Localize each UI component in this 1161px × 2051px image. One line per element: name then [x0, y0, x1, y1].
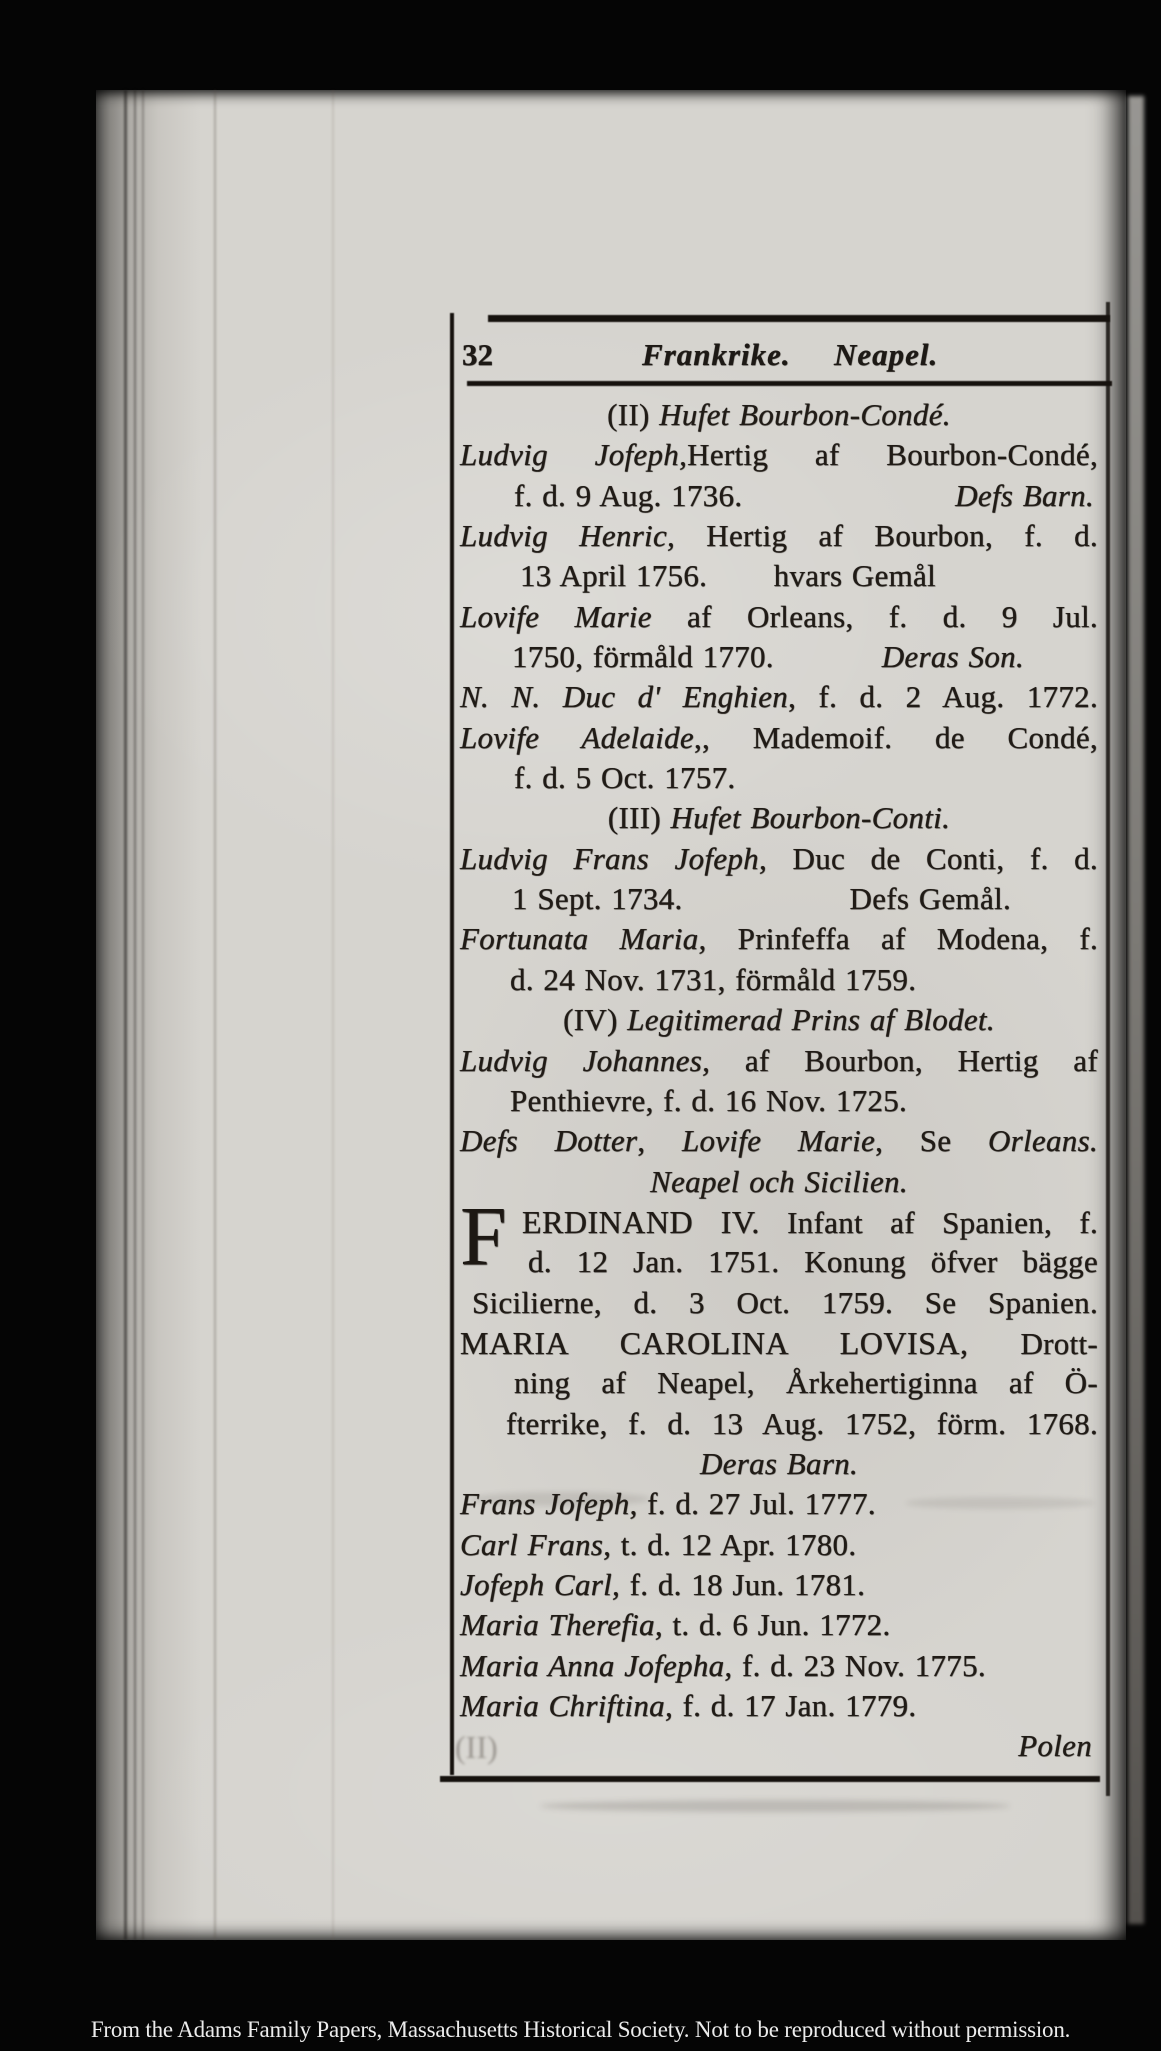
page-crease [214, 90, 216, 1940]
text-line [450, 556, 1106, 596]
text-line [450, 1121, 1106, 1161]
text-segment: 1 Sept. 1734. [512, 881, 683, 917]
text-segment-group [514, 476, 742, 516]
text-line [450, 476, 1106, 516]
text-segment: fterrike, f. d. 13 Aug. 1752, förm. 1768. [506, 1405, 1098, 1441]
text-segment: (II) [607, 397, 660, 432]
text-segment: t. d. 6 Jun. 1772. [662, 1607, 891, 1643]
text-line [450, 1283, 1106, 1323]
text-segment: , Se [875, 1123, 988, 1159]
text-segment: 1750, förmåld 1770. [512, 639, 774, 675]
text-segment-group [512, 879, 683, 919]
text-segment: Deras Son. [881, 639, 1024, 675]
gutter-streak [134, 90, 136, 1940]
text-segment: f. d. 17 Jan. 1779. [673, 1688, 917, 1723]
running-header-right: Neapel. [834, 337, 939, 372]
printed-rule-top [488, 315, 1110, 322]
text-segment: Maria Chriftina, [460, 1688, 673, 1723]
text-segment: (III) [607, 800, 671, 836]
text-segment: Hertig af Bourbon-Condé, [687, 437, 1098, 473]
text-line [450, 1525, 1106, 1565]
text-segment: f. d. 23 Nov. 1775. [732, 1647, 986, 1683]
text-segment-group [774, 556, 936, 596]
text-line [450, 1646, 1106, 1686]
text-segment: hvars Gemål [773, 558, 936, 594]
ink-smudge [470, 1492, 650, 1506]
text-line [450, 1081, 1106, 1121]
text-line [450, 516, 1106, 556]
text-line [450, 435, 1106, 475]
text-line [450, 1605, 1106, 1645]
text-segment: d. 12 Jan. 1751. Konung öfver bägge [528, 1244, 1098, 1280]
text-segment: Duc de Conti, f. d. [767, 840, 1098, 876]
text-segment-group [520, 556, 707, 596]
text-segment: Lovife Marie [460, 598, 652, 634]
ink-smudge [540, 1800, 1010, 1812]
text-segment: Maria Therefia, [460, 1607, 663, 1643]
text-line [450, 1000, 1106, 1040]
text-segment: Prinfeffa af Modena, f. [706, 921, 1098, 957]
text-segment: Defs Barn. [955, 477, 1094, 513]
page-crease [332, 90, 334, 1940]
text-line [450, 677, 1106, 717]
text-line [450, 758, 1106, 798]
text-line [450, 839, 1106, 879]
text-line [450, 1323, 1106, 1363]
ink-smudge [905, 1497, 1095, 1509]
text-block [450, 395, 1106, 1767]
drop-cap-letter: F [460, 1190, 508, 1283]
text-segment: f. d. 18 Jun. 1781. [620, 1566, 866, 1602]
text-line [450, 1242, 1106, 1282]
text-segment: t. d. 12 Apr. 1780. [611, 1526, 857, 1562]
text-line [450, 637, 1106, 677]
gutter-streak [124, 90, 127, 1940]
text-segment: f. d. 5 Oct. 1757. [514, 760, 736, 796]
text-segment: Neapel och Sicilien. [650, 1163, 908, 1199]
text-segment: Defs Gemål. [849, 881, 1011, 917]
text-segment: Ludvig Henric, [460, 518, 676, 554]
text-segment: d. 24 Nov. 1731, förmåld 1759. [510, 961, 917, 997]
text-segment: af Bourbon, Hertig af [710, 1042, 1098, 1078]
text-segment: Lovife Marie [681, 1123, 876, 1159]
text-line [450, 1404, 1106, 1444]
ink-ghost-mark: (II) [455, 1729, 498, 1765]
text-line [450, 879, 1106, 919]
text-line [450, 1363, 1106, 1403]
text-segment: Deras Barn. [699, 1445, 859, 1481]
text-line [450, 395, 1106, 435]
text-segment: Defs Dotter [460, 1123, 638, 1159]
text-segment: ning af Neapel, Årkehertiginna af Ö- [514, 1365, 1098, 1401]
text-segment: f. d. 27 Jul. 1777. [637, 1486, 876, 1522]
text-segment: Fortunata Maria, [460, 921, 707, 957]
text-segment: Penthievre, f. d. 16 Nov. 1725. [510, 1082, 908, 1118]
text-segment: Orleans. [987, 1123, 1098, 1159]
text-segment: Drott- [968, 1325, 1099, 1361]
text-segment-group [955, 476, 1094, 516]
text-segment: Hufet Bourbon-Conti. [670, 800, 951, 836]
text-line [450, 1686, 1106, 1726]
text-segment: Hufet Bourbon-Condé. [659, 397, 951, 432]
text-line [450, 960, 1106, 1000]
text-line [450, 1162, 1106, 1202]
text-segment: Legitimerad Prins af Blodet. [627, 1002, 995, 1038]
text-segment: Jofeph Carl, [460, 1566, 621, 1602]
text-segment: N. N. Duc d' Enghien [460, 679, 789, 715]
text-line [450, 798, 1106, 838]
text-segment: Infant af Spanien, f. [759, 1204, 1098, 1240]
text-line [450, 718, 1106, 758]
attribution-caption: From the Adams Family Papers, Massachusetts Historical Society. Not to be reproduced without permission. [90, 2017, 1071, 2042]
text-line [450, 1726, 1106, 1766]
running-header [450, 331, 1106, 379]
text-line [450, 1041, 1106, 1081]
text-line [450, 919, 1106, 959]
page-edge-sliver [1128, 96, 1144, 1924]
text-segment: Ludvig Jofeph, [460, 437, 688, 473]
running-header-left: Frankrike. [642, 337, 791, 372]
printed-rule-bottom [440, 1776, 1100, 1782]
page-number: 32 [462, 337, 493, 372]
text-segment: Ludvig Johannes, [460, 1042, 711, 1078]
text-segment: ERDINAND IV. [522, 1203, 760, 1240]
text-line [450, 1444, 1106, 1484]
text-segment: Carl Frans, [460, 1526, 612, 1562]
text-segment-group [512, 637, 774, 677]
text-segment: , [637, 1123, 682, 1159]
text-segment: f. d. 9 Aug. 1736. [514, 477, 743, 513]
text-segment: Sicilierne, d. 3 Oct. 1759. Se Spanien. [472, 1284, 1098, 1320]
text-segment: Ludvig Frans Jofeph, [460, 840, 767, 876]
text-segment: (IV) [563, 1002, 628, 1038]
text-segment-group [850, 879, 1011, 919]
text-segment: Hertig af Bourbon, f. d. [675, 518, 1098, 554]
text-line [450, 1202, 1106, 1242]
text-segment: Maria Anna Jofepha, [460, 1647, 733, 1683]
text-segment: MARIA CAROLINA LOVISA, [460, 1324, 969, 1361]
text-segment: Polen [1018, 1728, 1092, 1764]
text-line [450, 1565, 1106, 1605]
text-segment-group [882, 637, 1024, 677]
printed-rule-header [467, 381, 1112, 386]
text-segment: af Orleans, f. d. 9 Jul. [651, 598, 1098, 634]
text-segment: Frans Jofeph, [460, 1486, 638, 1522]
gutter-streak [142, 90, 144, 1940]
text-segment: ,, Mademoif. de Condé, [693, 719, 1098, 755]
text-line [450, 597, 1106, 637]
text-segment: , f. d. 2 Aug. 1772. [788, 679, 1098, 715]
printed-rule-right [1106, 302, 1110, 1796]
text-segment: Lovife Adelaide [460, 719, 694, 755]
text-segment: 13 April 1756. [520, 558, 708, 594]
